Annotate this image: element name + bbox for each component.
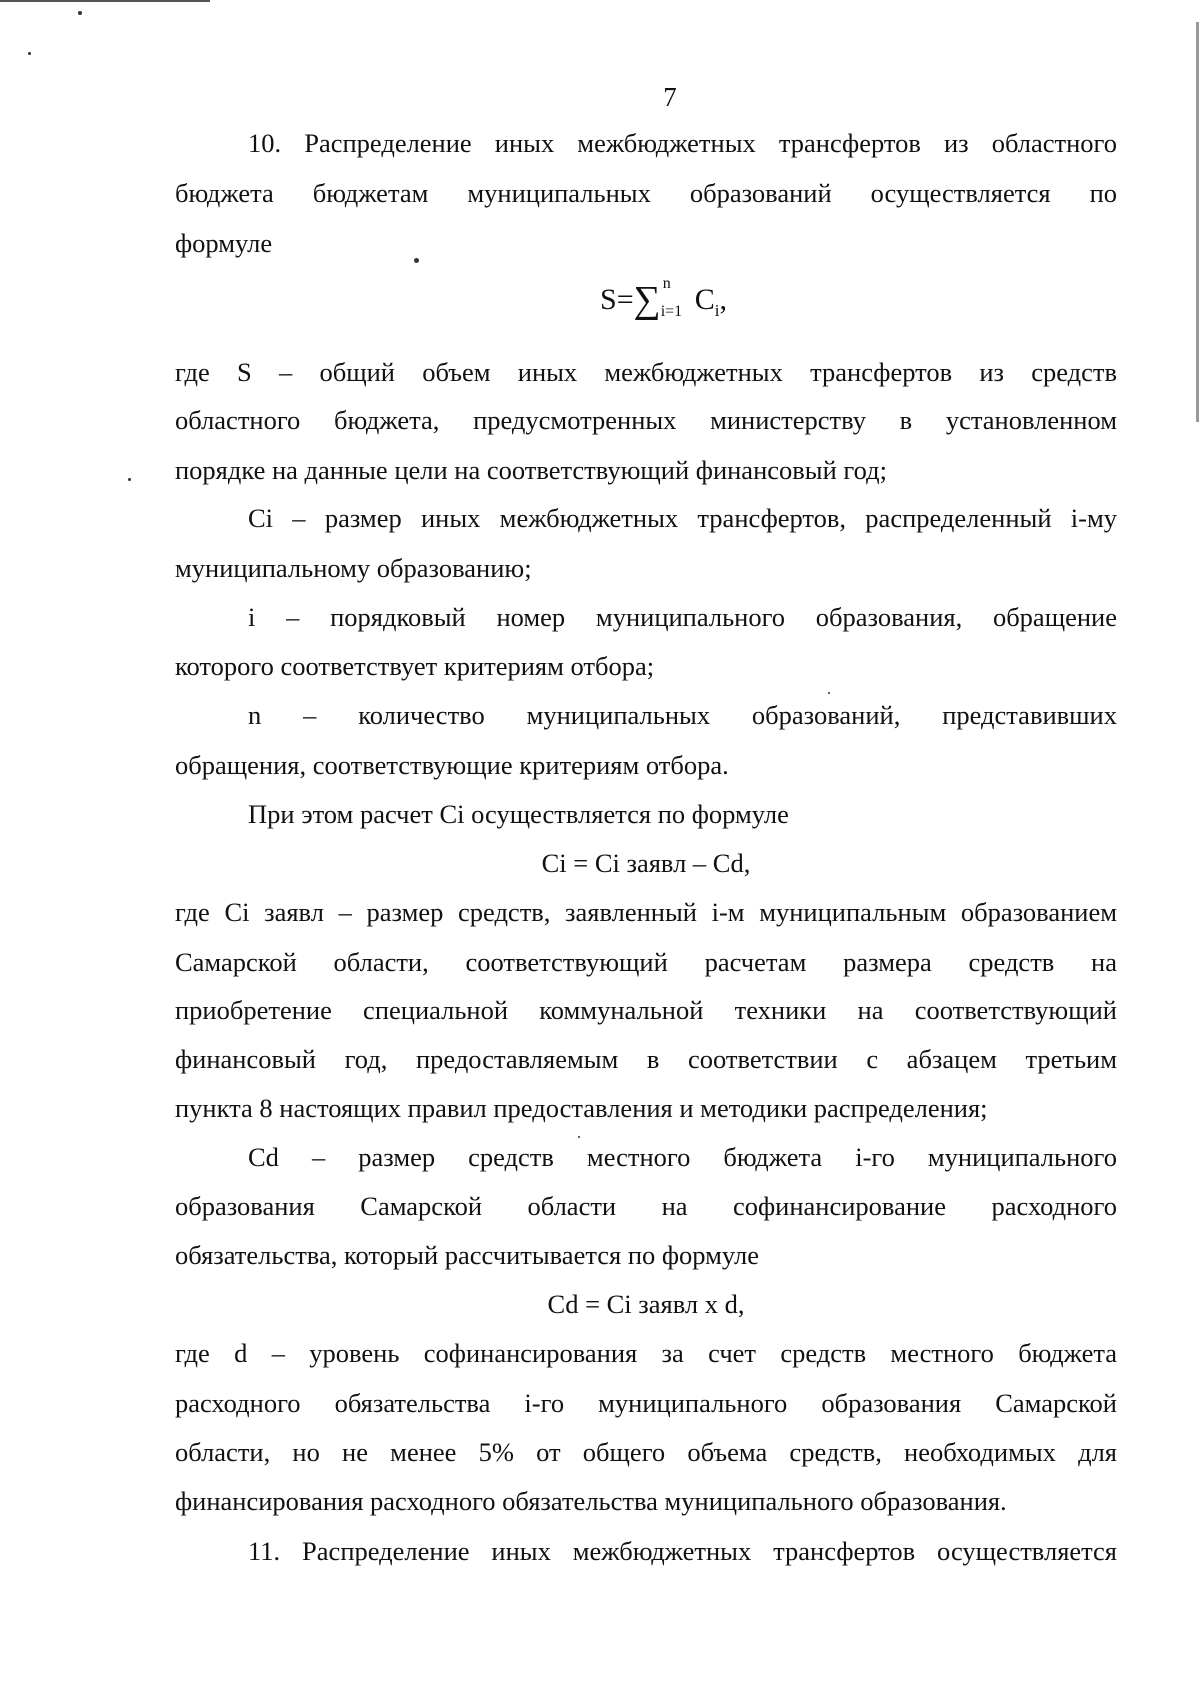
ci-def-line-2: муниципальному образованию; — [175, 553, 532, 583]
sigma-symbol: ∑ — [633, 279, 661, 321]
ci-zayavl-line-2: Самарской области, соответствующий расчетам размера средств на — [175, 947, 1117, 977]
cd-def-line-1: Cd – размер средств местного бюджета i-го муниципального — [248, 1142, 1117, 1172]
scan-edge-top — [0, 0, 210, 2]
formula-term: C — [694, 283, 715, 316]
sum-formula — [600, 275, 727, 331]
sum-lower-limit: i=1 — [660, 303, 683, 320]
scan-speck — [828, 692, 830, 694]
where-s-line-2: областного бюджета, предусмотренных министерству в установленном — [175, 405, 1117, 435]
sum-upper-limit: n — [662, 275, 671, 292]
formula-lhs: S — [600, 283, 617, 316]
formula-equals: = — [616, 283, 634, 316]
where-s-line-1: где S – общий объем иных межбюджетных трансфертов из средств — [175, 357, 1117, 387]
d-def-line-2: расходного обязательства i-го муниципального образования Самарской — [175, 1388, 1117, 1418]
i-def-line-2: которого соответствует критериям отбора; — [175, 651, 655, 681]
paragraph-10-line-3: формуле — [175, 228, 273, 258]
where-s-line-3: порядке на данные цели на соответствующий финансовый год; — [175, 455, 887, 485]
ci-zayavl-line-5: пункта 8 настоящих правил предоставления и методики распределения; — [175, 1093, 988, 1123]
cd-def-line-3: обязательства, который рассчитывается по формуле — [175, 1240, 759, 1270]
formula-tail: , — [719, 283, 727, 316]
ci-zayavl-line-1: где Ci заявл – размер средств, заявленный i-м муниципальным образованием — [175, 897, 1117, 927]
page-number: 7 — [663, 82, 677, 112]
n-def-line-1: n – количество муниципальных образований, представивших — [248, 700, 1117, 730]
cd-def-line-2: образования Самарской области на софинансирование расходного — [175, 1191, 1117, 1221]
formula-term-subscript: i — [714, 301, 720, 320]
ci-formula: Ci = Ci заявл – Cd, — [541, 848, 751, 878]
scan-speck — [128, 478, 131, 481]
cd-formula: Cd = Ci заявл x d, — [547, 1289, 745, 1319]
ci-zayavl-line-3: приобретение специальной коммунальной техники на соответствующий — [175, 995, 1117, 1025]
calc-intro: При этом расчет Ci осуществляется по формуле — [248, 799, 789, 829]
paragraph-10-line-2: бюджета бюджетам муниципальных образований осуществляется по — [175, 178, 1117, 208]
scan-speck — [578, 1136, 580, 1138]
d-def-line-3: области, но не менее 5% от общего объема средств, необходимых для — [175, 1437, 1117, 1467]
d-def-line-4: финансирования расходного обязательства муниципального образования. — [175, 1486, 1007, 1516]
ci-zayavl-line-4: финансовый год, предоставляемым в соответствии с абзацем третьим — [175, 1044, 1117, 1074]
d-def-line-1: где d – уровень софинансирования за счет средств местного бюджета — [175, 1338, 1117, 1368]
paragraph-11-line-1: 11. Распределение иных межбюджетных трансфертов осуществляется — [248, 1536, 1117, 1566]
scan-speck — [414, 258, 419, 263]
scan-speck — [28, 52, 31, 55]
n-def-line-2: обращения, соответствующие критериям отбора. — [175, 750, 729, 780]
scan-speck — [78, 11, 82, 15]
ci-def-line-1: Ci – размер иных межбюджетных трансфертов, распределенный i-му — [248, 503, 1117, 533]
sum-limits — [660, 275, 695, 320]
paragraph-10-line-1: 10. Распределение иных межбюджетных трансфертов из областного — [248, 128, 1117, 158]
i-def-line-1: i – порядковый номер муниципального образования, обращение — [248, 602, 1117, 632]
